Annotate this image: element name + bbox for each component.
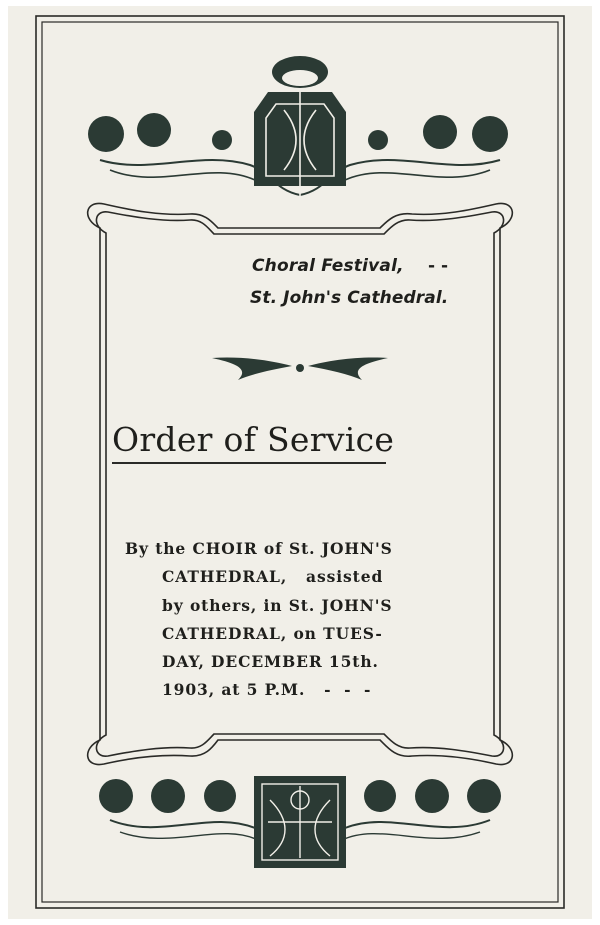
bottom-floral-ornament — [99, 776, 501, 868]
body-line: by others, in St. JOHN'S — [162, 596, 393, 615]
page-title: Order of Service — [112, 420, 395, 459]
header-line-2: St. John's Cathedral. — [250, 288, 449, 308]
body-line: By the CHOIR of St. JOHN'S — [125, 539, 393, 558]
body-line: CATHEDRAL, assisted — [162, 567, 384, 586]
header-divider-ornament — [212, 357, 388, 380]
body-line: 1903, at 5 P.M. - - - — [162, 680, 372, 699]
top-floral-ornament — [88, 56, 508, 196]
header-line-1: Choral Festival, — [252, 256, 404, 276]
body-line: DAY, DECEMBER 15th. — [162, 652, 379, 671]
header-line-1-dashes: - - — [428, 256, 449, 276]
body-line: CATHEDRAL, on TUES- — [162, 624, 383, 643]
